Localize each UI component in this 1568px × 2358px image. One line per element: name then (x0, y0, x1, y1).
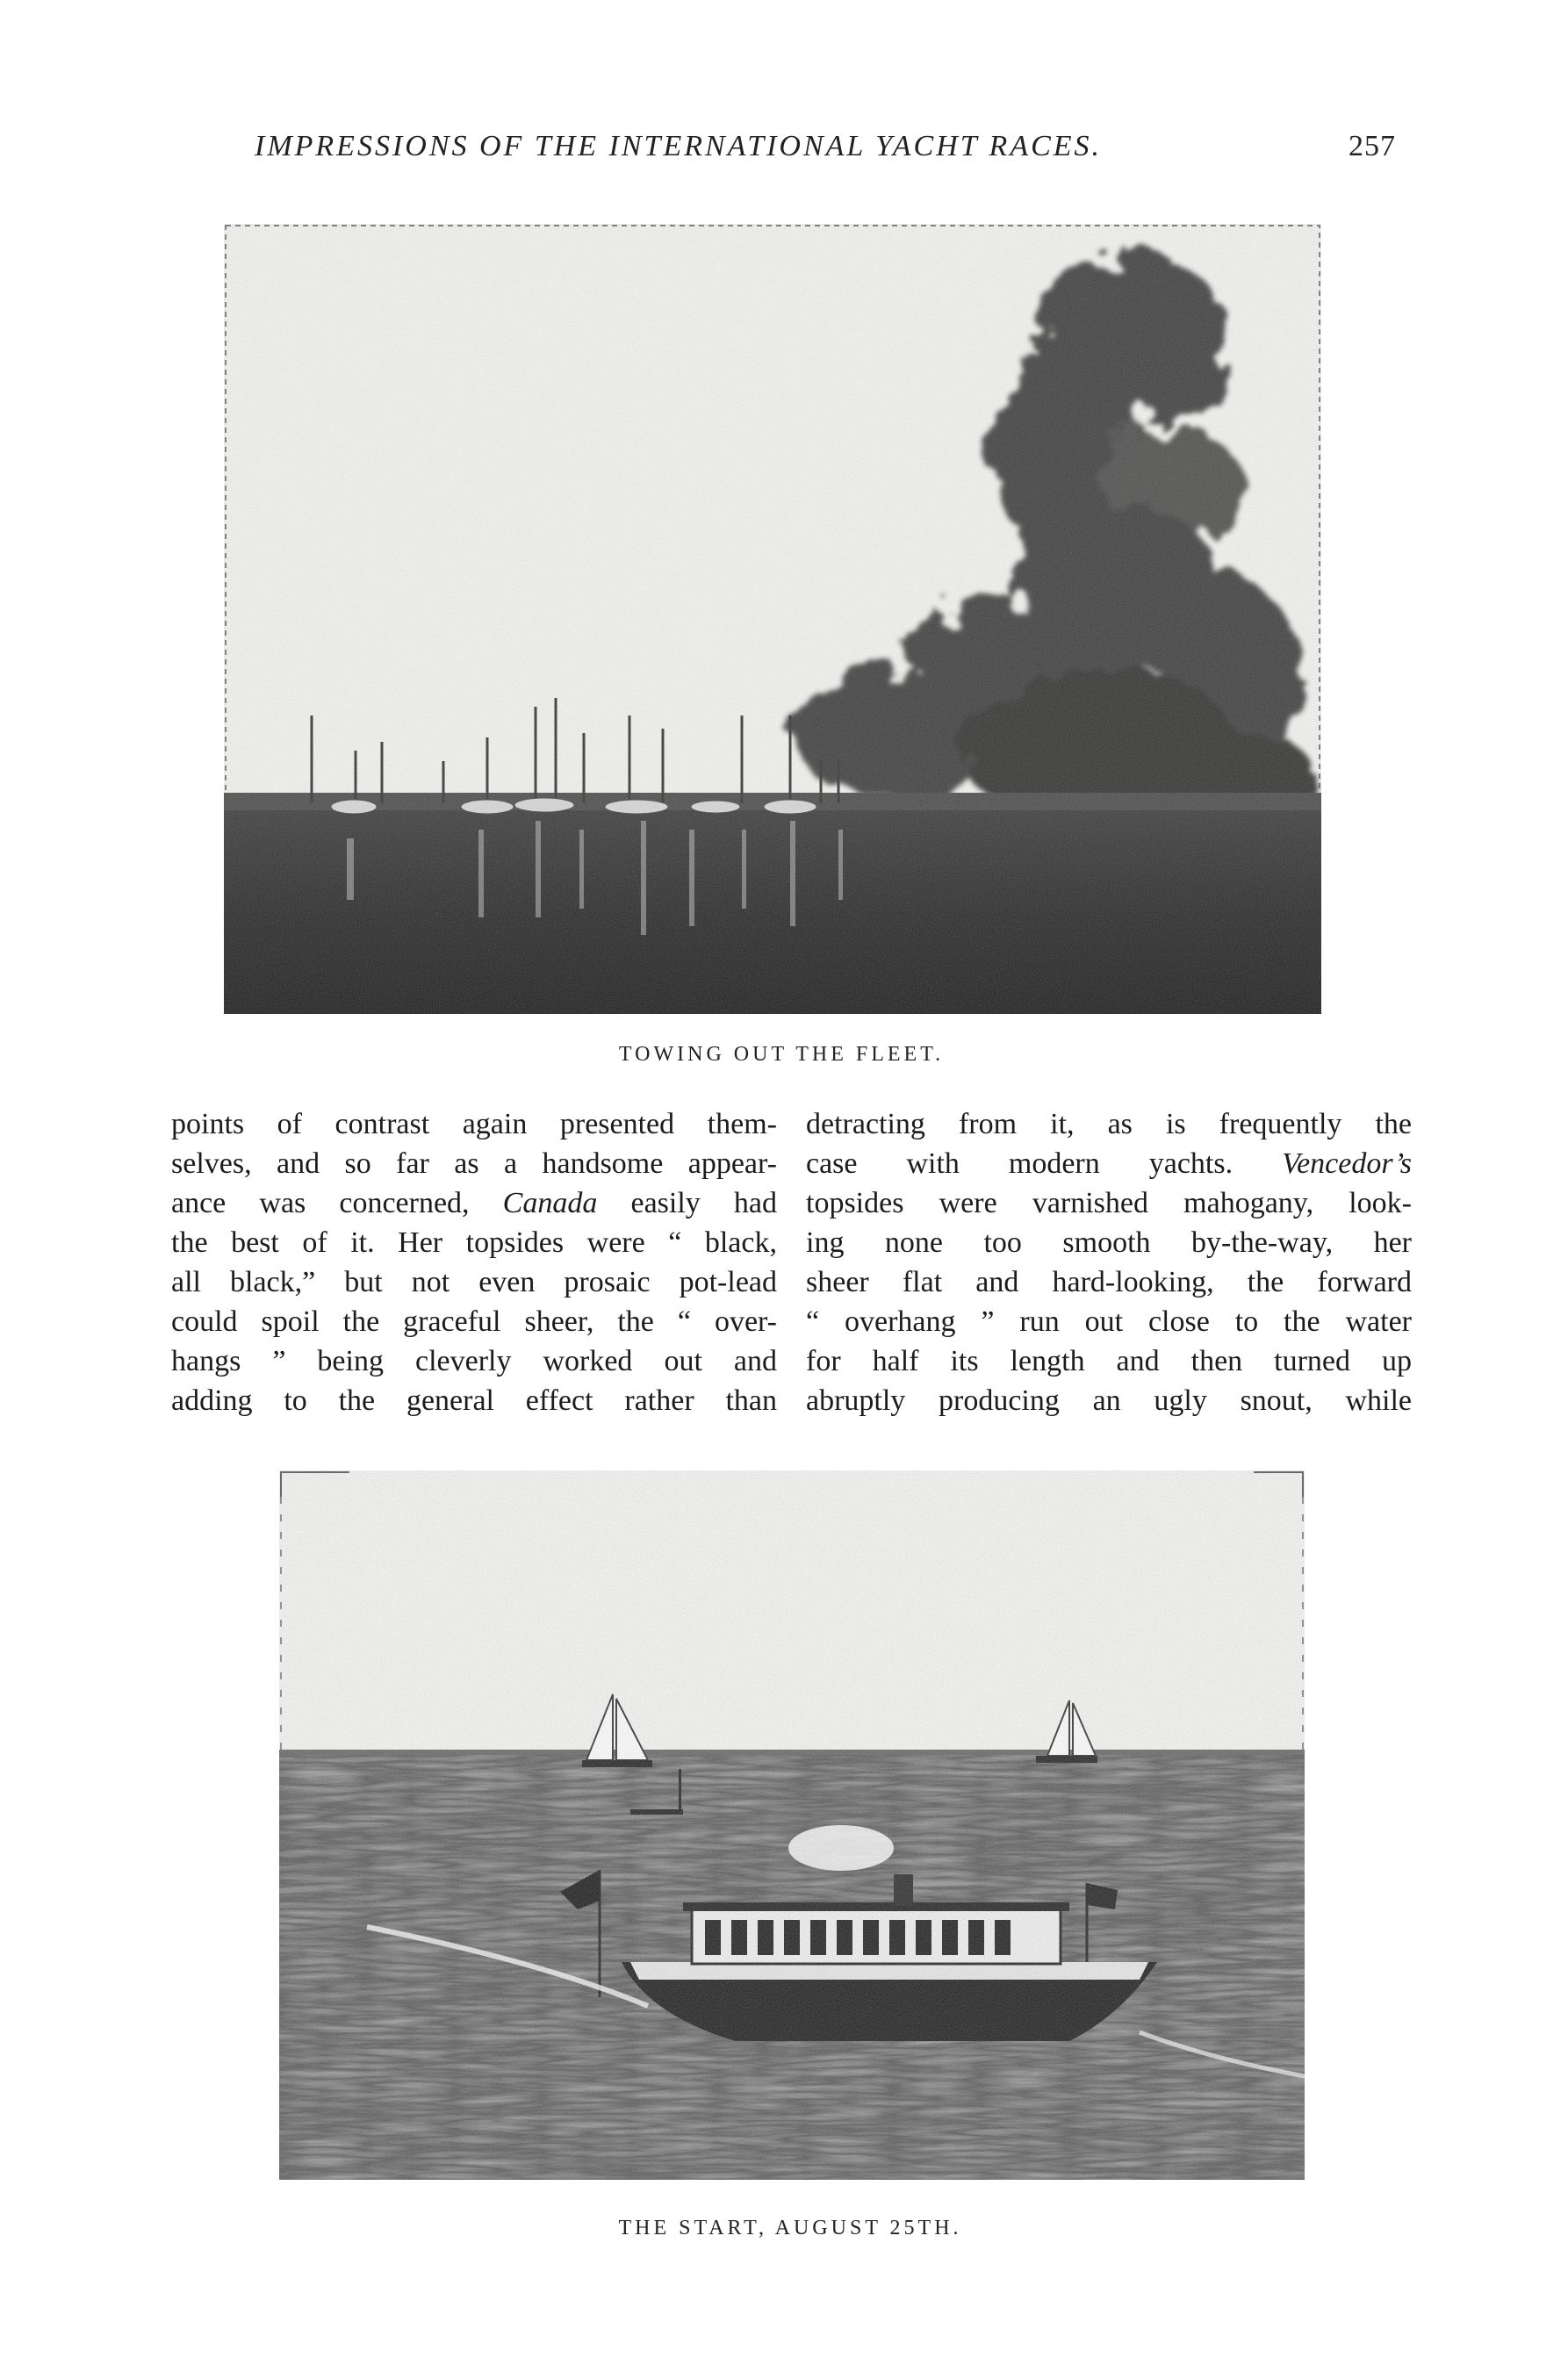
running-head (255, 130, 1396, 174)
body-right-line: topsides were varnished mahogany, look- (806, 1187, 1412, 1219)
body-right-line: sheer flat and hard-looking, the forward (806, 1266, 1412, 1298)
figure-caption-towing: TOWING OUT THE FLEET. (618, 1043, 945, 1066)
photo-start-illustration (279, 1470, 1305, 2180)
body-left-line: hangs ” being cleverly worked out and (171, 1345, 777, 1377)
body-right-line: ing none too smooth by-the-way, her (806, 1226, 1412, 1259)
body-right-line: “ overhang ” run out close to the water (806, 1305, 1412, 1338)
body-left-line: ance was concerned, Canada easily had (171, 1187, 777, 1219)
body-right-line: case with modern yachts. Vencedor’s (806, 1147, 1412, 1180)
body-left-line: the best of it. Her topsides were “ black, (171, 1226, 777, 1259)
ship-name: Canada (502, 1187, 598, 1219)
body-right-line: for half its length and then turned up (806, 1345, 1412, 1377)
body-left-line: could spoil the graceful sheer, the “ over- (171, 1305, 777, 1338)
body-left-line: selves, and so far as a handsome appear- (171, 1147, 777, 1180)
body-column-right (806, 1104, 1412, 1420)
photo-the-start (279, 1470, 1305, 2180)
body-right-line: detracting from it, as is frequently the (806, 1108, 1412, 1140)
ship-name: Vencedor’s (1282, 1147, 1412, 1180)
body-column-left (171, 1104, 777, 1420)
body-left-line: points of contrast again presented them- (171, 1108, 777, 1140)
photo-towing-illustration (224, 224, 1321, 1014)
figure-caption-start: THE START, AUGUST 25TH. (618, 2217, 962, 2239)
page-number: 257 (1349, 130, 1396, 162)
body-right-line: abruptly producing an ugly snout, while (806, 1384, 1412, 1417)
photo-towing-out-the-fleet (224, 224, 1321, 1014)
body-left-line: adding to the general effect rather than (171, 1384, 777, 1417)
body-left-line: all black,” but not even prosaic pot-lead (171, 1266, 777, 1298)
running-head-title: IMPRESSIONS OF THE INTERNATIONAL YACHT RACES. (255, 130, 1103, 162)
